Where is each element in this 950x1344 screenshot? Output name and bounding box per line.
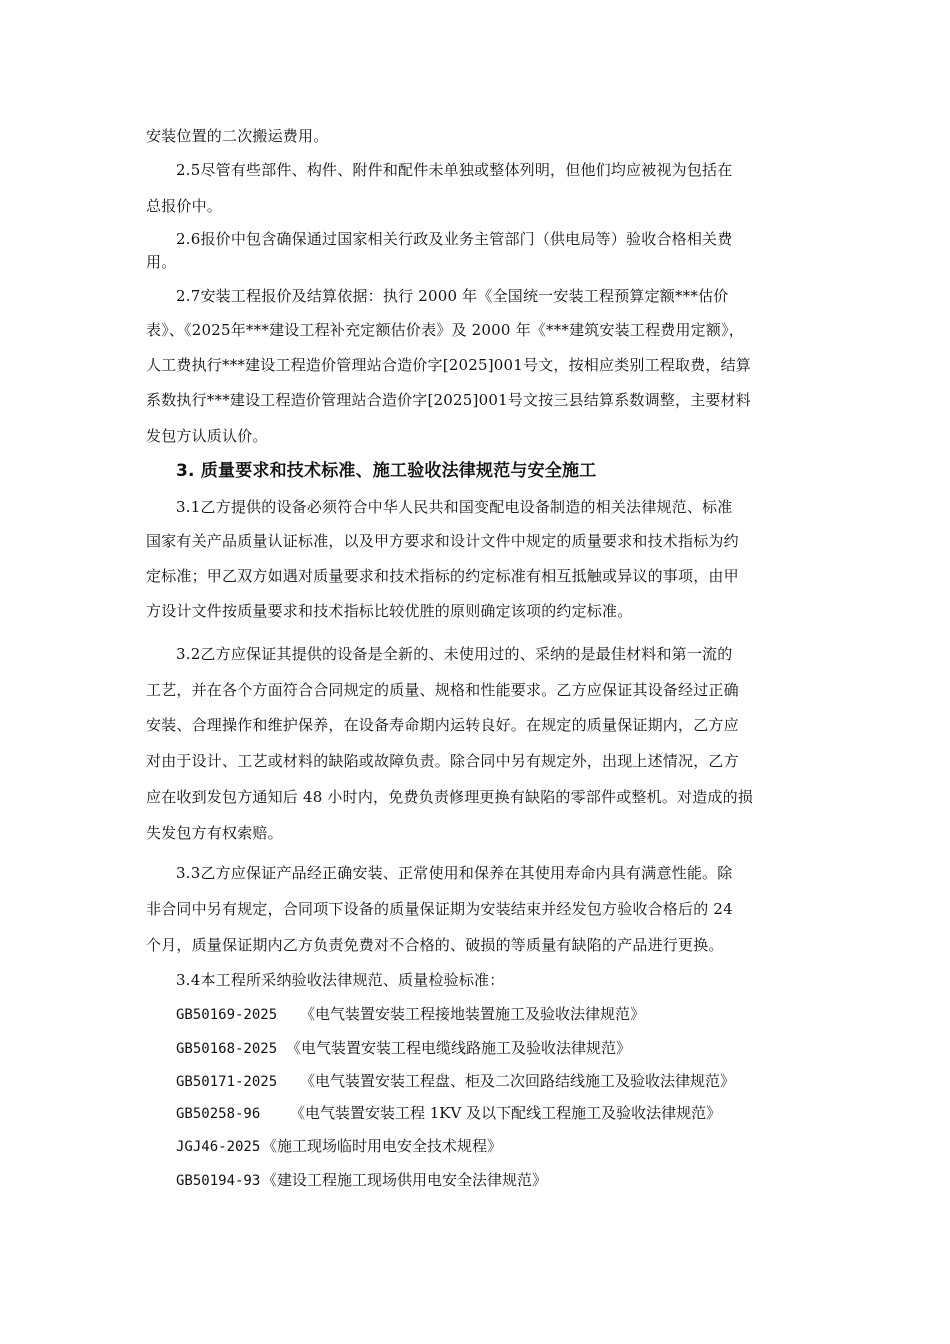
paragraph-line: 安装、合理操作和维护保养，在设备寿命期内运转良好。在规定的质量保证期内，乙方应 bbox=[146, 716, 739, 734]
standard-title: 《电气装置安装工程 1KV 及以下配线工程施工及验收法律规范》 bbox=[290, 1104, 722, 1122]
paragraph-line: 工艺，并在各个方面符合合同规定的质量、规格和性能要求。乙方应保证其设备经过正确 bbox=[146, 681, 739, 699]
paragraph-line: 国家有关产品质量认证标准，以及甲方要求和设计文件中规定的质量要求和技术指标为约 bbox=[146, 532, 739, 550]
paragraph-line: 表》、《2025年***建设工程补充定额估价表》及 2000 年《***建筑安装工程费用定额》， bbox=[146, 321, 744, 339]
paragraph-line: 人工费执行***建设工程造价管理站合造价字[2025]001号文，按相应类别工程取费，结算 bbox=[146, 356, 752, 374]
standard-item bbox=[176, 1004, 645, 1025]
paragraph-line: 失发包方有权索赔。 bbox=[146, 824, 283, 842]
standard-title: 《电气装置安装工程盘、柜及二次回路结线施工及验收法律规范》 bbox=[300, 1072, 736, 1090]
paragraph-line: 3.3乙方应保证产品经正确安装、正常使用和保养在其使用寿命内具有满意性能。除 bbox=[176, 864, 733, 882]
standard-item bbox=[176, 1103, 721, 1124]
standard-item bbox=[176, 1071, 735, 1092]
standard-title: 《施工现场临时用电安全技术规程》 bbox=[262, 1137, 503, 1155]
paragraph-line: 方设计文件按质量要求和技术指标比较优胜的原则确定该项的约定标准。 bbox=[146, 602, 633, 620]
paragraph-line: 3.4本工程所采纳验收法律规范、质量检验标准： bbox=[176, 971, 505, 989]
standard-title: 《电气装置安装工程电缆线路施工及验收法律规范》 bbox=[286, 1039, 632, 1057]
paragraph-line: 系数执行***建设工程造价管理站合造价字[2025]001号文按三县结算系数调整，主要材料 bbox=[146, 391, 752, 409]
standard-code: GB50169-2025 bbox=[176, 1007, 278, 1023]
paragraph-line: 非合同中另有规定，合同项下设备的质量保证期为安装结束并经发包方验收合格后的 24 bbox=[146, 900, 733, 918]
standard-item bbox=[176, 1170, 547, 1191]
paragraph-line: 定标准；甲乙双方如遇对质量要求和技术指标的约定标准有相互抵触或异议的事项，由甲 bbox=[146, 567, 739, 585]
paragraph-line: 对由于设计、工艺或材料的缺陷或故障负责。除合同中另有规定外，出现上述情况，乙方 bbox=[146, 752, 739, 770]
standard-title: 《电气装置安装工程接地装置施工及验收法律规范》 bbox=[300, 1005, 646, 1023]
paragraph-line: 2.7安装工程报价及结算依据：执行 2000 年《全国统一安装工程预算定额***估价 bbox=[176, 287, 729, 305]
standard-item bbox=[176, 1038, 631, 1059]
standard-code: GB50171-2025 bbox=[176, 1074, 278, 1090]
paragraph-line: 2.6报价中包含确保通过国家相关行政及业务主管部门（供电局等）验收合格相关费 bbox=[176, 230, 733, 248]
standard-code: JGJ46-2025 bbox=[176, 1139, 261, 1155]
paragraph-line: 总报价中。 bbox=[146, 197, 223, 215]
paragraph-line: 个月，质量保证期内乙方负责免费对不合格的、破损的等质量有缺陷的产品进行更换。 bbox=[146, 936, 724, 954]
paragraph-line: 用。 bbox=[146, 253, 177, 271]
standard-item bbox=[176, 1136, 502, 1157]
standard-title: 《建设工程施工现场供用电安全法律规范》 bbox=[262, 1171, 548, 1189]
standard-code: GB50194-93 bbox=[176, 1173, 261, 1189]
paragraph-line: 2.5尽管有些部件、构件、附件和配件未单独或整体列明，但他们均应被视为包括在 bbox=[176, 161, 733, 179]
paragraph-line: 发包方认质认价。 bbox=[146, 427, 268, 445]
section-heading: 3. 质量要求和技术标准、施工验收法律规范与安全施工 bbox=[176, 461, 597, 481]
paragraph-line: 3.1乙方提供的设备必须符合中华人民共和国变配电设备制造的相关法律规范、标准 bbox=[176, 498, 733, 516]
paragraph-line: 应在收到发包方通知后 48 小时内，免费负责修理更换有缺陷的零部件或整机。对造成的损 bbox=[146, 788, 754, 806]
standard-code: GB50168-2025 bbox=[176, 1041, 278, 1057]
paragraph-line: 安装位置的二次搬运费用。 bbox=[146, 127, 329, 145]
standard-code: GB50258-96 bbox=[176, 1106, 261, 1122]
paragraph-line: 3.2乙方应保证其提供的设备是全新的、未使用过的、采纳的是最佳材料和第一流的 bbox=[176, 645, 733, 663]
